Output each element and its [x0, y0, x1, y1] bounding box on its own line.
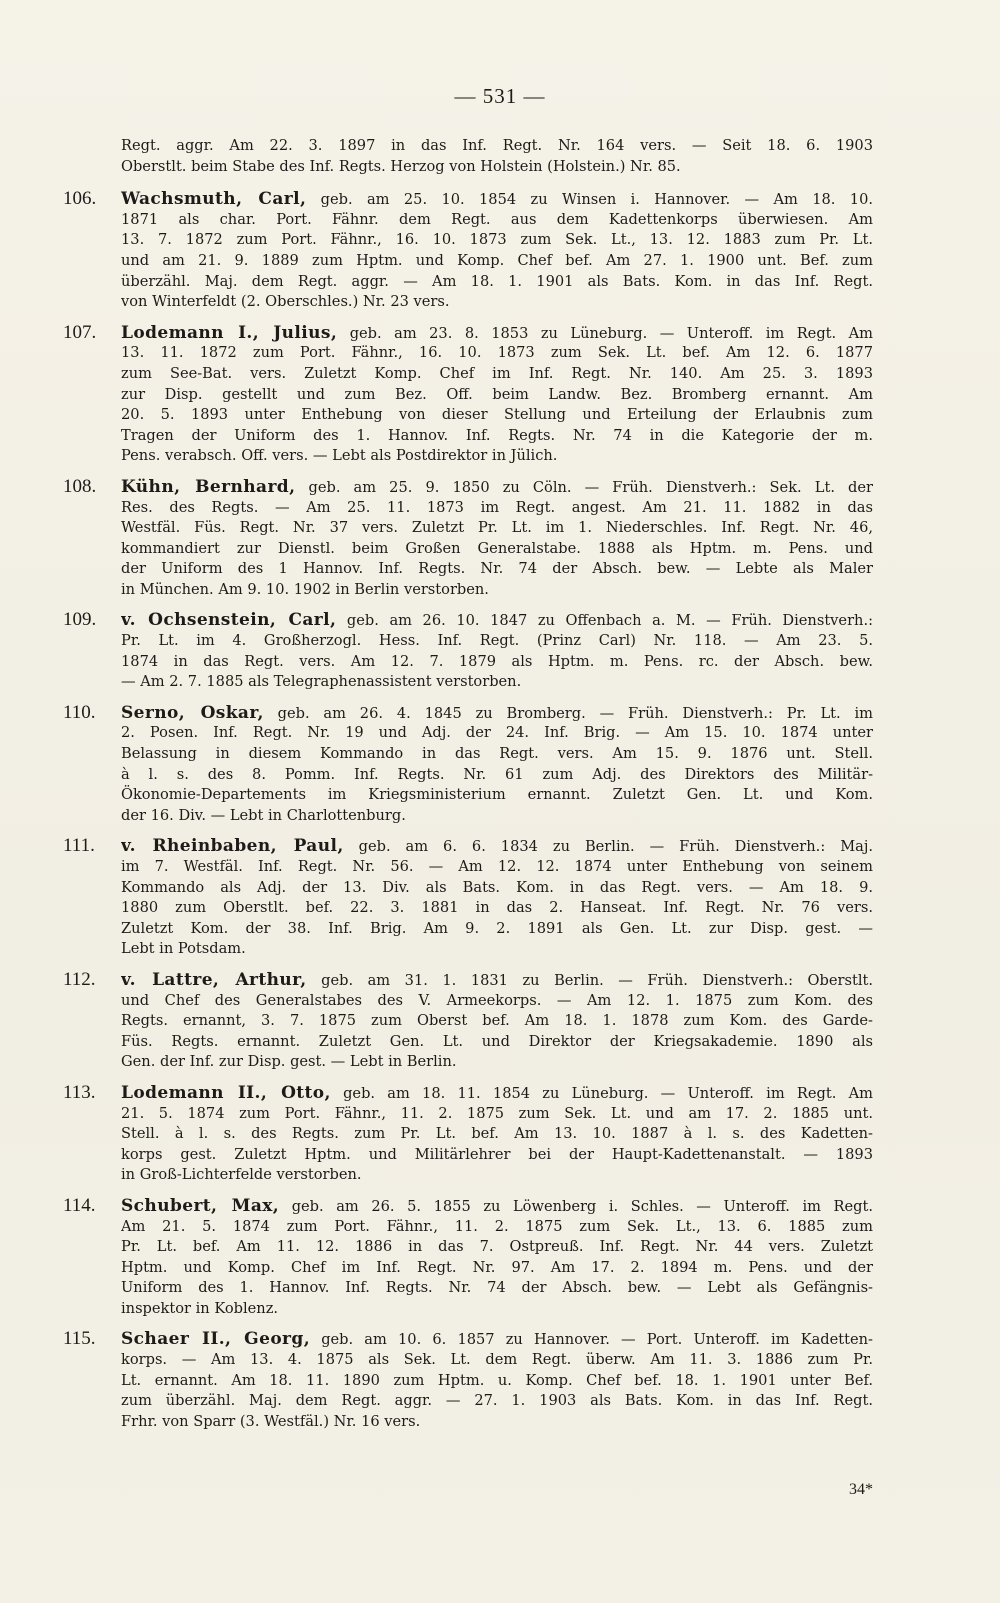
- entry-line: in Groß-Lichterfelde verstorben.: [121, 1166, 362, 1184]
- entry-number: 106.: [63, 188, 97, 210]
- entry-line: und Chef des Generalstabes des V. Armeekorps. — Am 12. 1. 1875 zum Kom. des: [121, 991, 873, 1009]
- biography-entry: [63, 1194, 873, 1320]
- entry-line: Stell. à l. s. des Regts. zum Pr. Lt. bef. Am 13. 10. 1887 à l. s. des Kadetten-: [121, 1125, 873, 1143]
- entry-line: Pens. verabsch. Off. vers. — Lebt als Postdirektor in Jülich.: [121, 447, 558, 465]
- entry-line: von Winterfeldt (2. Oberschles.) Nr. 23 vers.: [121, 293, 450, 311]
- entry-line: Westfäl. Füs. Regt. Nr. 37 vers. Zuletzt Pr. Lt. im 1. Niederschles. Inf. Regt. Nr. 46,: [121, 519, 873, 537]
- entry-line: à l. s. des 8. Pomm. Inf. Regts. Nr. 61 zum Adj. des Direktors des Militär-: [121, 765, 873, 783]
- entry-number: 113.: [63, 1081, 96, 1103]
- entry-line: zum überzähl. Maj. dem Regt. aggr. — 27. 1. 1903 als Bats. Kom. in das Inf. Regt.: [121, 1392, 873, 1410]
- biography-entry: [63, 1328, 873, 1432]
- entry-line: Lebt in Potsdam.: [121, 940, 246, 958]
- entry-line: in München. Am 9. 10. 1902 in Berlin verstorben.: [121, 580, 489, 598]
- entry-line: Tragen der Uniform des 1. Hannov. Inf. Regts. Nr. 74 in die Kategorie der m.: [121, 426, 873, 444]
- entry-line: kommandiert zur Dienstl. beim Großen Generalstabe. 1888 als Hptm. m. Pens. und: [121, 539, 873, 557]
- biography-entry: [63, 188, 873, 313]
- entry-line: korps. — Am 13. 4. 1875 als Sek. Lt. dem Regt. überw. Am 11. 3. 1886 zum Pr.: [121, 1351, 873, 1369]
- biography-entry: [63, 475, 873, 601]
- entry-line: Zuletzt Kom. der 38. Inf. Brig. Am 9. 2. 1891 als Gen. Lt. zur Disp. gest. —: [121, 919, 873, 937]
- entry-text: geb. am 26. 10. 1847 zu Offenbach a. M. — Früh. Dienstverh.:: [346, 612, 873, 630]
- person-name: Lodemann I., Julius,: [121, 322, 338, 343]
- entry-line: [121, 970, 873, 991]
- entry-line: zum See-Bat. vers. Zuletzt Komp. Chef im Inf. Regt. Nr. 140. Am 25. 3. 1893: [121, 364, 873, 382]
- entry-text: geb. am 18. 11. 1854 zu Lüneburg. — Unteroff. im Regt. Am: [343, 1084, 873, 1102]
- entry-line: 13. 11. 1872 zum Port. Fähnr., 16. 10. 1873 zum Sek. Lt. bef. Am 12. 6. 1877: [121, 344, 873, 362]
- entry-line: 1871 als char. Port. Fähnr. dem Regt. aus dem Kadettenkorps überwiesen. Am: [121, 210, 873, 228]
- entry-line: Hptm. und Komp. Chef im Inf. Regt. Nr. 97. Am 17. 2. 1894 m. Pens. und der: [121, 1258, 873, 1276]
- person-name: Lodemann II., Otto,: [121, 1082, 331, 1103]
- entry-number: 107.: [63, 321, 97, 343]
- entry-line: [121, 477, 873, 498]
- biography-entry: [63, 968, 873, 1073]
- entry-line: Pr. Lt. bef. Am 11. 12. 1886 in das 7. Ostpreuß. Inf. Regt. Nr. 44 vers. Zuletzt: [121, 1238, 873, 1256]
- biography-entry: [63, 701, 873, 827]
- person-name: Schaer II., Georg,: [121, 1329, 311, 1350]
- person-name: Schubert, Max,: [121, 1195, 280, 1216]
- entry-line: Füs. Regts. ernannt. Zuletzt Gen. Lt. und Direktor der Kriegsakademie. 1890 als: [121, 1032, 873, 1050]
- entry-text: geb. am 10. 6. 1857 zu Hannover. — Port. Unteroff. im Kadetten-: [321, 1331, 873, 1349]
- entry-line: 1874 in das Regt. vers. Am 12. 7. 1879 als Hptm. m. Pens. rc. der Absch. bew.: [121, 652, 873, 670]
- biography-entry: [63, 1081, 873, 1186]
- entry-line: und am 21. 9. 1889 zum Hptm. und Komp. Chef bef. Am 27. 1. 1900 unt. Bef. zum: [121, 251, 873, 269]
- entry-line: Gen. der Inf. zur Disp. gest. — Lebt in Berlin.: [121, 1053, 457, 1071]
- entry-text: geb. am 25. 9. 1850 zu Cöln. — Früh. Dienstverh.: Sek. Lt. der: [308, 478, 873, 496]
- entry-line: 20. 5. 1893 unter Enthebung von dieser Stellung und Erteilung der Erlaubnis zum: [121, 406, 873, 424]
- entry-line: Pr. Lt. im 4. Großherzogl. Hess. Inf. Regt. (Prinz Carl) Nr. 118. — Am 23. 5.: [121, 632, 873, 650]
- entry-line: Uniform des 1. Hannov. Inf. Regts. Nr. 74 der Absch. bew. — Lebt als Gefängnis-: [121, 1279, 873, 1297]
- entry-line: — Am 2. 7. 1885 als Telegraphenassistent verstorben.: [121, 673, 522, 691]
- entry-line: [121, 1329, 873, 1350]
- entry-text: geb. am 25. 10. 1854 zu Winsen i. Hannover. — Am 18. 10.: [320, 191, 873, 209]
- entry-line: [121, 1083, 873, 1104]
- entry-number: 109.: [63, 609, 97, 631]
- entry-line: 21. 5. 1874 zum Port. Fähnr., 11. 2. 1875 zum Sek. Lt. und am 17. 2. 1885 unt.: [121, 1104, 873, 1122]
- entry-line: 2. Posen. Inf. Regt. Nr. 19 und Adj. der 24. Inf. Brig. — Am 15. 10. 1874 unter: [121, 724, 873, 742]
- entry-continuation: [121, 136, 873, 177]
- entry-line: [121, 703, 873, 724]
- entry-number: 108.: [63, 475, 97, 497]
- entry-line: Oberstlt. beim Stabe des Inf. Regts. Herzog von Holstein (Holstein.) Nr. 85.: [121, 157, 681, 175]
- entry-line: Lt. ernannt. Am 18. 11. 1890 zum Hptm. u. Komp. Chef bef. 18. 1. 1901 unter Bef.: [121, 1371, 873, 1389]
- person-name: v. Lattre, Arthur,: [121, 969, 307, 990]
- person-name: Kühn, Bernhard,: [121, 476, 296, 497]
- entry-line: überzähl. Maj. dem Regt. aggr. — Am 18. 1. 1901 als Bats. Kom. in das Inf. Regt.: [121, 272, 873, 290]
- entries-list: [63, 136, 873, 1442]
- entry-line: Am 21. 5. 1874 zum Port. Fähnr., 11. 2. 1875 zum Sek. Lt., 13. 6. 1885 zum: [121, 1217, 873, 1235]
- entry-number: 111.: [63, 835, 95, 857]
- biography-entry: [63, 835, 873, 960]
- entry-line: [121, 836, 873, 857]
- entry-number: 112.: [63, 968, 96, 990]
- entry-line: [121, 189, 873, 210]
- entry-line: korps gest. Zuletzt Hptm. und Militärlehrer bei der Haupt-Kadettenanstalt. — 1893: [121, 1145, 873, 1163]
- entry-line: im 7. Westfäl. Inf. Regt. Nr. 56. — Am 12. 12. 1874 unter Enthebung von seinem: [121, 858, 873, 875]
- entry-text: geb. am 6. 6. 1834 zu Berlin. — Früh. Dienstverh.: Maj.: [358, 838, 873, 856]
- entry-number: 114.: [63, 1194, 96, 1216]
- entry-text: geb. am 31. 1. 1831 zu Berlin. — Früh. Dienstverh.: Oberstlt.: [321, 971, 873, 989]
- person-name: Serno, Oskar,: [121, 702, 264, 723]
- biography-entry: [63, 321, 873, 467]
- entry-text: geb. am 26. 4. 1845 zu Bromberg. — Früh. Dienstverh.: Pr. Lt. im: [277, 704, 873, 722]
- entry-line: 1880 zum Oberstlt. bef. 22. 3. 1881 in das 2. Hanseat. Inf. Regt. Nr. 76 vers.: [121, 899, 873, 917]
- entry-line: [121, 323, 873, 344]
- entry-line: Regts. ernannt, 3. 7. 1875 zum Oberst bef. Am 18. 1. 1878 zum Kom. des Garde-: [121, 1012, 873, 1030]
- entry-number: 115.: [63, 1328, 96, 1350]
- entry-line: [121, 1196, 873, 1217]
- page-number: — 531 —: [454, 84, 546, 108]
- entry-line: Regt. aggr. Am 22. 3. 1897 in das Inf. Regt. Nr. 164 vers. — Seit 18. 6. 1903: [121, 137, 873, 154]
- signature-mark: 34*: [849, 1481, 873, 1498]
- person-name: v. Rheinbaben, Paul,: [121, 836, 344, 857]
- entry-line: 13. 7. 1872 zum Port. Fähnr., 16. 10. 1873 zum Sek. Lt., 13. 12. 1883 zum Pr. Lt.: [121, 231, 873, 249]
- person-name: Wachsmuth, Carl,: [121, 189, 307, 210]
- entry-line: [121, 610, 873, 631]
- entry-number: 110.: [63, 701, 96, 723]
- person-name: v. Ochsenstein, Carl,: [121, 610, 337, 631]
- entry-text: geb. am 23. 8. 1853 zu Lüneburg. — Unteroff. im Regt. Am: [349, 324, 873, 342]
- entry-line: der Uniform des 1 Hannov. Inf. Regts. Nr. 74 der Absch. bew. — Lebte als Maler: [121, 560, 873, 578]
- entry-line: Kommando als Adj. der 13. Div. als Bats. Kom. in das Regt. vers. — Am 18. 9.: [121, 878, 873, 896]
- biography-entry: [63, 609, 873, 692]
- entry-line: Res. des Regts. — Am 25. 11. 1873 im Regt. angest. Am 21. 11. 1882 in das: [121, 498, 873, 516]
- entry-line: zur Disp. gestellt und zum Bez. Off. beim Landw. Bez. Bromberg ernannt. Am: [121, 385, 873, 403]
- entry-text: geb. am 26. 5. 1855 zu Löwenberg i. Schles. — Unteroff. im Regt.: [291, 1197, 873, 1215]
- entry-line: inspektor in Koblenz.: [121, 1299, 279, 1317]
- entry-line: Ökonomie-Departements im Kriegsministerium ernannt. Zuletzt Gen. Lt. und Kom.: [121, 786, 873, 804]
- entry-line: Frhr. von Sparr (3. Westfäl.) Nr. 16 vers.: [121, 1412, 421, 1430]
- entry-line: der 16. Div. — Lebt in Charlottenburg.: [121, 806, 406, 824]
- entry-line: Belassung in diesem Kommando in das Regt. vers. Am 15. 9. 1876 unt. Stell.: [121, 745, 873, 763]
